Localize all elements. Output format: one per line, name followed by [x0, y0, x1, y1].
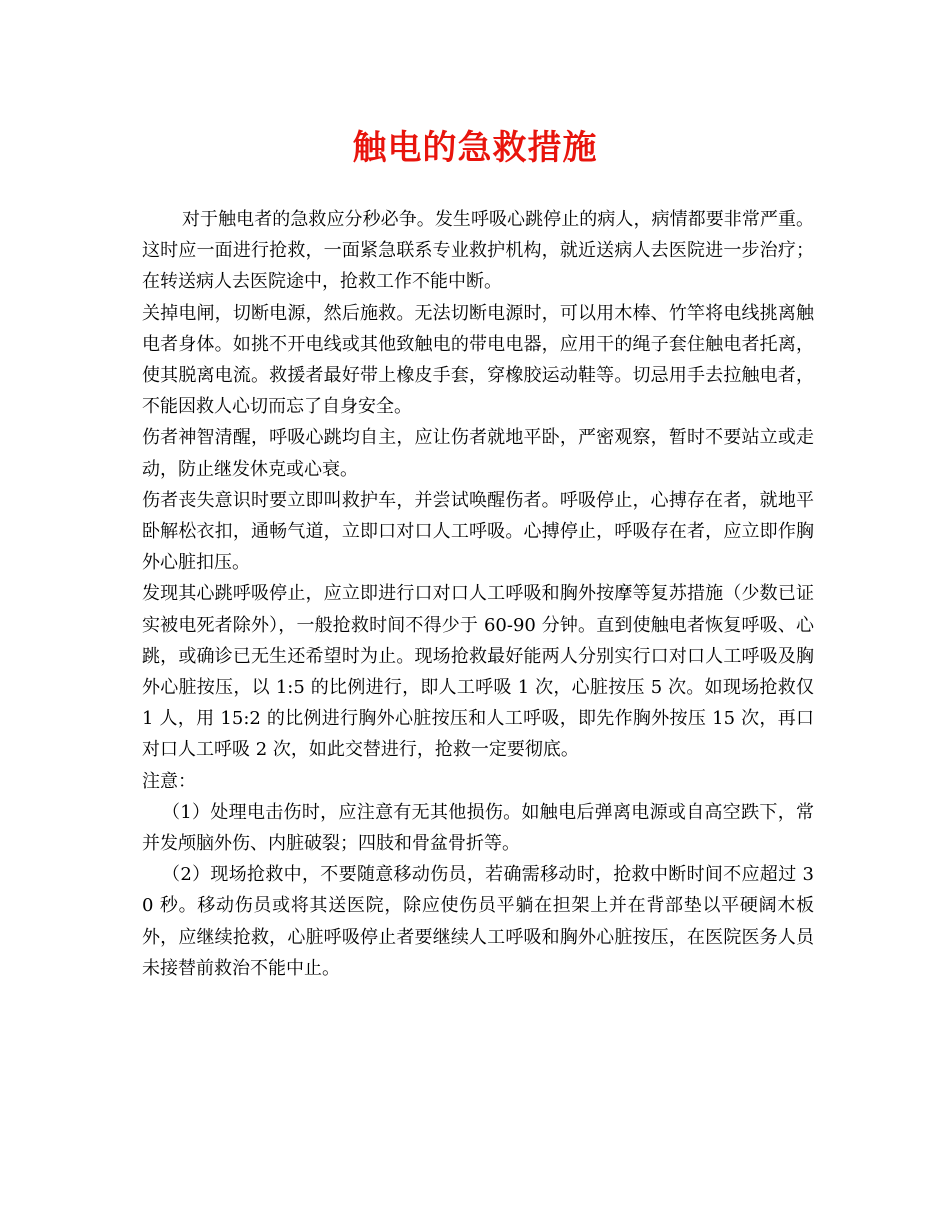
paragraph-note-2: （2）现场抢救中，不要随意移动伤员，若确需移动时，抢救中断时间不应超过 30 秒。移动伤员或将其送医院，除应使伤员平躺在担架上并在背部垫以平硬阔木板外，应继续抢救，心脏呼吸停止者要继续人工呼吸和胸外心脏按压，在医院医务人员未接替前救治不能中止。: [142, 864, 814, 979]
document-title: 触电的急救措施: [352, 128, 598, 168]
paragraph-conscious: 伤者神智清醒，呼吸心跳均自主，应让伤者就地平卧，严密观察，暂时不要站立或走动，防止继发休克或心衰。: [142, 427, 814, 480]
paragraph-cpr: 发现其心跳呼吸停止，应立即进行口对口人工呼吸和胸外按摩等复苏措施（少数已证实被电死者除外），一般抢救时间不得少于 60-90 分钟。直到使触电者恢复呼吸、心跳，或确诊已无生还希望时为止。现场抢救最好能两人分别实行口对口人工呼吸及胸外心脏按压，以 1:5 的比例进行，即人工呼吸 1 次，心脏按压 5 次。如现场抢救仅 1 人，用 15:2 的比例进行胸外心脏按压和人工呼吸，即先作胸外按压 15 次，再口对口人工呼吸 2 次，如此交替进行，抢救一定要彻底。: [142, 583, 814, 761]
document-body: [142, 204, 814, 984]
paragraph-unconscious: 伤者丧失意识时要立即叫救护车，并尝试唤醒伤者。呼吸停止，心搏存在者，就地平卧解松衣扣，通畅气道，立即口对口人工呼吸。心搏停止，呼吸存在者，应立即作胸外心脏扣压。: [142, 489, 814, 574]
paragraph-intro: 对于触电者的急救应分秒必争。发生呼吸心跳停止的病人，病情都要非常严重。这时应一面进行抢救，一面紧急联系专业救护机构，就近送病人去医院进一步治疗；在转送病人去医院途中，抢救工作不能中断。: [142, 209, 814, 293]
paragraph-notes-heading: 注意：: [142, 770, 196, 792]
paragraph-note-1: （1）处理电击伤时，应注意有无其他损伤。如触电后弹离电源或自高空跌下，常并发颅脑外伤、内脏破裂；四肢和骨盆骨折等。: [142, 801, 814, 855]
paragraph-cut-power: 关掉电闸，切断电源，然后施救。无法切断电源时，可以用木棒、竹竿将电线挑离触电者身体。如挑不开电线或其他致触电的带电电器，应用干的绳子套住触电者托离，使其脱离电流。救援者最好带上橡皮手套，穿橡胶运动鞋等。切忌用手去拉触电者，不能因救人心切而忘了自身安全。: [142, 302, 814, 418]
